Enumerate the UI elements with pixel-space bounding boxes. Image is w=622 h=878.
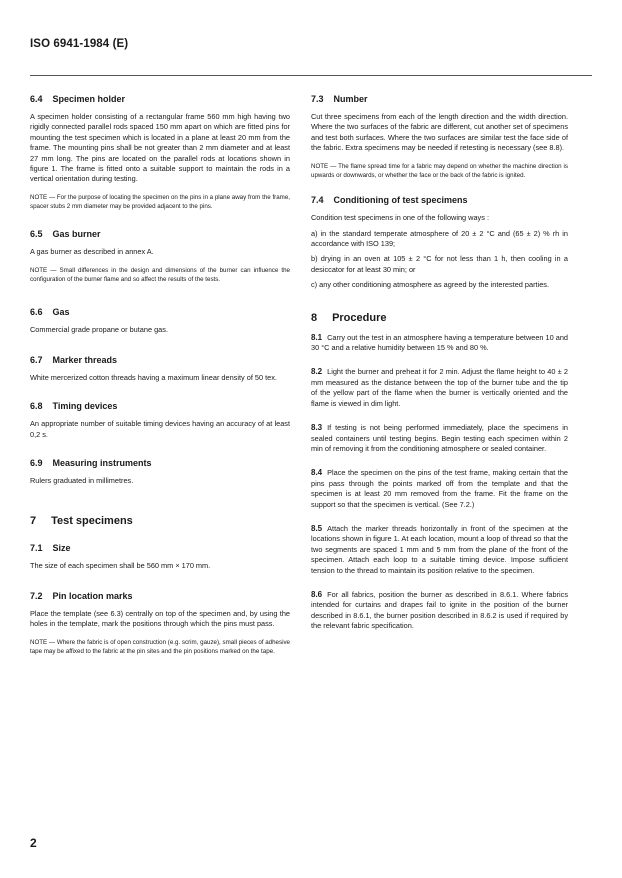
section-7-4 [311, 194, 568, 290]
header-rule [30, 75, 592, 76]
clause-number: 8.1 [311, 332, 323, 342]
document-header: ISO 6941-1984 (E) [30, 38, 129, 50]
section-heading: 7.4 Conditioning of test specimens [311, 195, 468, 206]
clause-body: 8.1 Carry out the test in an atmosphere having a temperature between 10 and 30 °C and a relative humidity between 15 % and 80 %. [311, 332, 568, 353]
section-heading: 7.2 Pin location marks [30, 590, 133, 601]
section-6-9 [30, 457, 290, 486]
section-heading: 6.4 Specimen holder [30, 94, 126, 104]
section-body: Commercial grade propane or butane gas. [30, 325, 168, 335]
clause-number: 8.2 [311, 367, 323, 377]
section-body: White mercerized cotton threads having a maximum linear density of 50 tex. [30, 372, 277, 382]
section-body: A specimen holder consisting of a rectangular frame 560 mm high having two rigidly connected parallel rods spaced 150 mm apart on which are fitted pins for mounting the test specimen which is located in a plane at least 20 mm from the frame. The mounting pins shall be not greater than 2 mm diameter and at least 27 mm long. The pins are located on the parallel rods at locations shown in figure 1. The frame is fitted onto a suitable support to maintain the rods in a vertical orientation during testing. [30, 112, 290, 184]
section-8 [311, 311, 568, 325]
section-7-2 [30, 590, 290, 656]
section-note: NOTE — For the purpose of locating the specimen on the pins in a plane away from the frame, spacer stubs 2 mm diameter may be provided adjacent to the pins. [30, 193, 290, 211]
section-heading: 6.6 Gas [30, 307, 70, 318]
page-number: 2 [30, 836, 37, 850]
left-column [30, 93, 290, 656]
list-item: c) any other conditioning atmosphere as agreed by the interested parties. [311, 280, 549, 290]
section-body: A gas burner as described in annex A. [30, 247, 154, 257]
section-6-5 [30, 228, 290, 284]
section-body: The size of each specimen shall be 560 mm × 170 mm. [30, 561, 211, 571]
clause-number: 8.3 [311, 423, 323, 433]
section-body: Condition test specimens in one of the following ways : [311, 213, 489, 223]
section-6-6 [30, 306, 290, 335]
clause-body: 8.4 Place the specimen on the pins of the test frame, making certain that the pins pass through the points marked off from the template and that the specimen is at least 20 mm removed from the frame. Fit the frame on the support so that the specimen is vertical. (See 7.2.) [311, 468, 568, 509]
clause-number: 8.6 [311, 589, 323, 599]
section-body: Place the template (see 6.3) centrally on top of the specimen and, by using the holes in the template, mark the positions through which the pins must pass. [30, 608, 290, 629]
section-note: NOTE — Where the fabric is of open construction (e.g. scrim, gauze), small pieces of adhesive tape may be affixed to the fabric at the pin sites and the pin positions marked on the tape. [30, 638, 290, 655]
section-7-3 [311, 93, 568, 180]
clause-number: 8.4 [311, 468, 323, 478]
section-heading: 7.3 Number [311, 94, 368, 104]
section-body: Rulers graduated in millimetres. [30, 476, 134, 486]
section-7-1 [30, 542, 290, 571]
section-8-5 [311, 524, 568, 576]
section-8-4 [311, 468, 568, 510]
section-heading: 6.7 Marker threads [30, 354, 118, 365]
section-heading: 6.9 Measuring instruments [30, 458, 152, 469]
clause-body: 8.5 Attach the marker threads horizontally in front of the specimen at the locations shown in figure 1. At each location, mount a loop of thread so that the two segments are spaced 1 mm and 5 mm from the plane of the front of the specimen. Attach each loop to a suitable timing device. Impose sufficient tension to the thread to maintain its position relative to the specimen. [311, 523, 568, 575]
chapter-heading: 8 Procedure [311, 311, 387, 324]
section-6-7 [30, 354, 290, 383]
clause-body: 8.3 If testing is not being performed immediately, place the specimens in sealed containers until testing begins. Begin testing each specimen within 2 min of removing it from the conditioning atmosphere or sealed container. [311, 423, 568, 453]
section-heading: 7.1 Size [30, 543, 71, 554]
right-column [311, 93, 568, 632]
section-heading: 6.5 Gas burner [30, 229, 101, 240]
clause-body: 8.6 For all fabrics, position the burner as described in 8.6.1. Where fabrics intended for curtains and drapes fail to ignite in the position of the burner described in 8.6.1, the burner position described in 8.6.2 is used if required by the relevant fabric specification. [311, 589, 568, 631]
section-8-1 [311, 333, 568, 354]
section-note: NOTE — The flame spread time for a fabric may depend on whether the machine direction is upwards or downwards, or whether the face or the back of the fabric is ignited. [311, 162, 568, 179]
list-item: b) drying in an oven at 105 ± 2 °C for not less than 1 h, then cooling in a desiccator for at least 30 min; or [311, 254, 568, 274]
chapter-heading: 7 Test specimens [30, 515, 133, 528]
section-8-2 [311, 367, 568, 409]
clause-number: 8.5 [311, 523, 323, 533]
list-item: a) in the standard temperate atmosphere of 20 ± 2 °C and (65 ± 2) % rh in accordance with ISO 139; [311, 228, 568, 249]
section-heading: 6.8 Timing devices [30, 401, 118, 412]
section-6-8 [30, 400, 290, 440]
section-body: Cut three specimens from each of the length direction and the width direction. Where the two surfaces of the fabric are different, cut another set of specimens and test both surfaces. Where the two surfaces are similar test the face side of the fabric. Extra specimens may be needed if retesting is necessary (see 8.8). [311, 112, 568, 153]
section-8-6 [311, 590, 568, 632]
section-7 [30, 514, 290, 528]
section-note: NOTE — Small differences in the design and dimensions of the burner can influence the configuration of the burner flame and so affect the results of the tests. [30, 266, 290, 284]
clause-body: 8.2 Light the burner and preheat it for 2 min. Adjust the flame height to 40 ± 2 mm measured as the distance between the top of the burner tube and the tip of the yellow part of the flame when the burner is vertically oriented and the flame is viewed in dim light. [311, 367, 568, 408]
section-6-4 [30, 93, 290, 211]
section-body: An appropriate number of suitable timing devices having an accuracy of at least 0,2 s. [30, 419, 290, 439]
section-8-3 [311, 423, 568, 454]
